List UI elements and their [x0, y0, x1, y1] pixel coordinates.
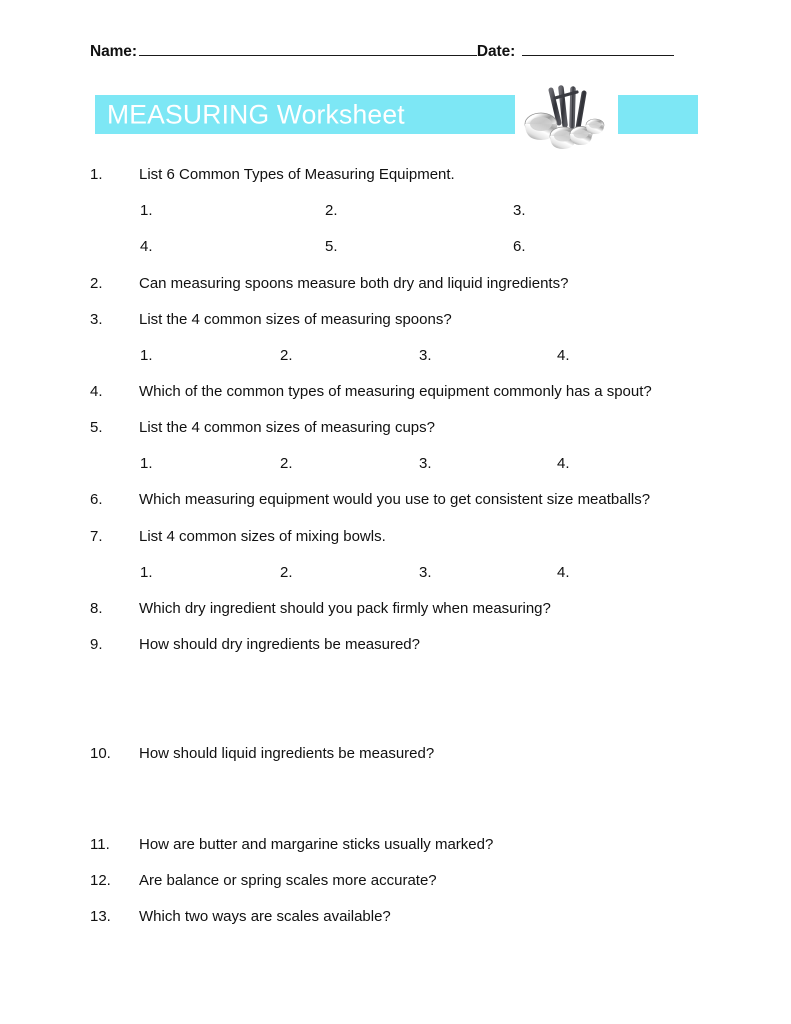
answer-slot-row: [90, 564, 730, 584]
question-row: [90, 872, 730, 892]
question-number: 10.: [90, 745, 111, 762]
answer-slot-row: [90, 202, 730, 222]
question-row: [90, 166, 730, 186]
question-text: Which dry ingredient should you pack firmly when measuring?: [139, 600, 551, 617]
question-row: [90, 311, 730, 331]
question-row: [90, 491, 730, 511]
answer-slot-number[interactable]: 4.: [557, 564, 570, 581]
answer-slot-number[interactable]: 3.: [419, 455, 432, 472]
answer-slot-row: [90, 238, 730, 258]
question-number: 13.: [90, 908, 111, 925]
answer-slot-row: [90, 455, 730, 475]
question-text: How are butter and margarine sticks usually marked?: [139, 836, 494, 853]
question-number: 5.: [90, 419, 103, 436]
date-blank-line[interactable]: [522, 42, 674, 56]
question-text: Which of the common types of measuring equipment commonly has a spout?: [139, 383, 652, 400]
question-number: 3.: [90, 311, 103, 328]
page-title: MEASURING Worksheet: [107, 99, 405, 129]
answer-slot-number[interactable]: 1.: [140, 455, 153, 472]
question-text: List 6 Common Types of Measuring Equipment.: [139, 166, 455, 183]
answer-slot-row: [90, 347, 730, 367]
question-number: 11.: [90, 836, 110, 853]
question-text: List 4 common sizes of mixing bowls.: [139, 528, 386, 545]
answer-slot-number[interactable]: 2.: [280, 347, 293, 364]
title-banner: [95, 95, 515, 134]
answer-slot-number[interactable]: 5.: [325, 238, 338, 255]
question-row: [90, 600, 730, 620]
question-number: 9.: [90, 636, 103, 653]
answer-slot-number[interactable]: 2.: [280, 564, 293, 581]
question-row: [90, 745, 730, 765]
answer-slot-number[interactable]: 1.: [140, 202, 153, 219]
answer-slot-number[interactable]: 3.: [513, 202, 526, 219]
measuring-spoons-image: [515, 80, 615, 170]
question-text: Are balance or spring scales more accurate?: [139, 872, 437, 889]
name-label: Name:: [90, 43, 137, 60]
question-text: How should liquid ingredients be measured?: [139, 745, 435, 762]
answer-slot-number[interactable]: 6.: [513, 238, 526, 255]
question-row: [90, 528, 730, 548]
question-row: [90, 836, 730, 856]
answer-slot-number[interactable]: 4.: [557, 455, 570, 472]
question-row: [90, 908, 730, 928]
question-number: 4.: [90, 383, 103, 400]
question-number: 12.: [90, 872, 111, 889]
answer-slot-number[interactable]: 4.: [557, 347, 570, 364]
question-number: 8.: [90, 600, 103, 617]
answer-slot-number[interactable]: 3.: [419, 564, 432, 581]
question-row: [90, 636, 730, 656]
answer-slot-number[interactable]: 4.: [140, 238, 153, 255]
question-text: List the 4 common sizes of measuring cups?: [139, 419, 435, 436]
question-text: Can measuring spoons measure both dry and liquid ingredients?: [139, 275, 569, 292]
answer-slot-number[interactable]: 2.: [325, 202, 338, 219]
date-label: Date:: [476, 43, 516, 60]
answer-slot-number[interactable]: 1.: [140, 347, 153, 364]
answer-slot-number[interactable]: 1.: [140, 564, 153, 581]
question-row: [90, 383, 730, 403]
question-row: [90, 275, 730, 295]
question-number: 1.: [90, 166, 103, 183]
question-text: How should dry ingredients be measured?: [139, 636, 420, 653]
name-date-row: [90, 42, 701, 64]
question-number: 6.: [90, 491, 103, 508]
question-text: Which measuring equipment would you use to get consistent size meatballs?: [139, 491, 651, 508]
answer-slot-number[interactable]: 3.: [419, 347, 432, 364]
question-text: Which two ways are scales available?: [139, 908, 391, 925]
question-number: 2.: [90, 275, 103, 292]
title-banner-accent-block: [618, 95, 698, 134]
question-number: 7.: [90, 528, 103, 545]
question-row: [90, 419, 730, 439]
question-text: List the 4 common sizes of measuring spoons?: [139, 311, 452, 328]
answer-slot-number[interactable]: 2.: [280, 455, 293, 472]
name-blank-line[interactable]: [139, 42, 477, 56]
